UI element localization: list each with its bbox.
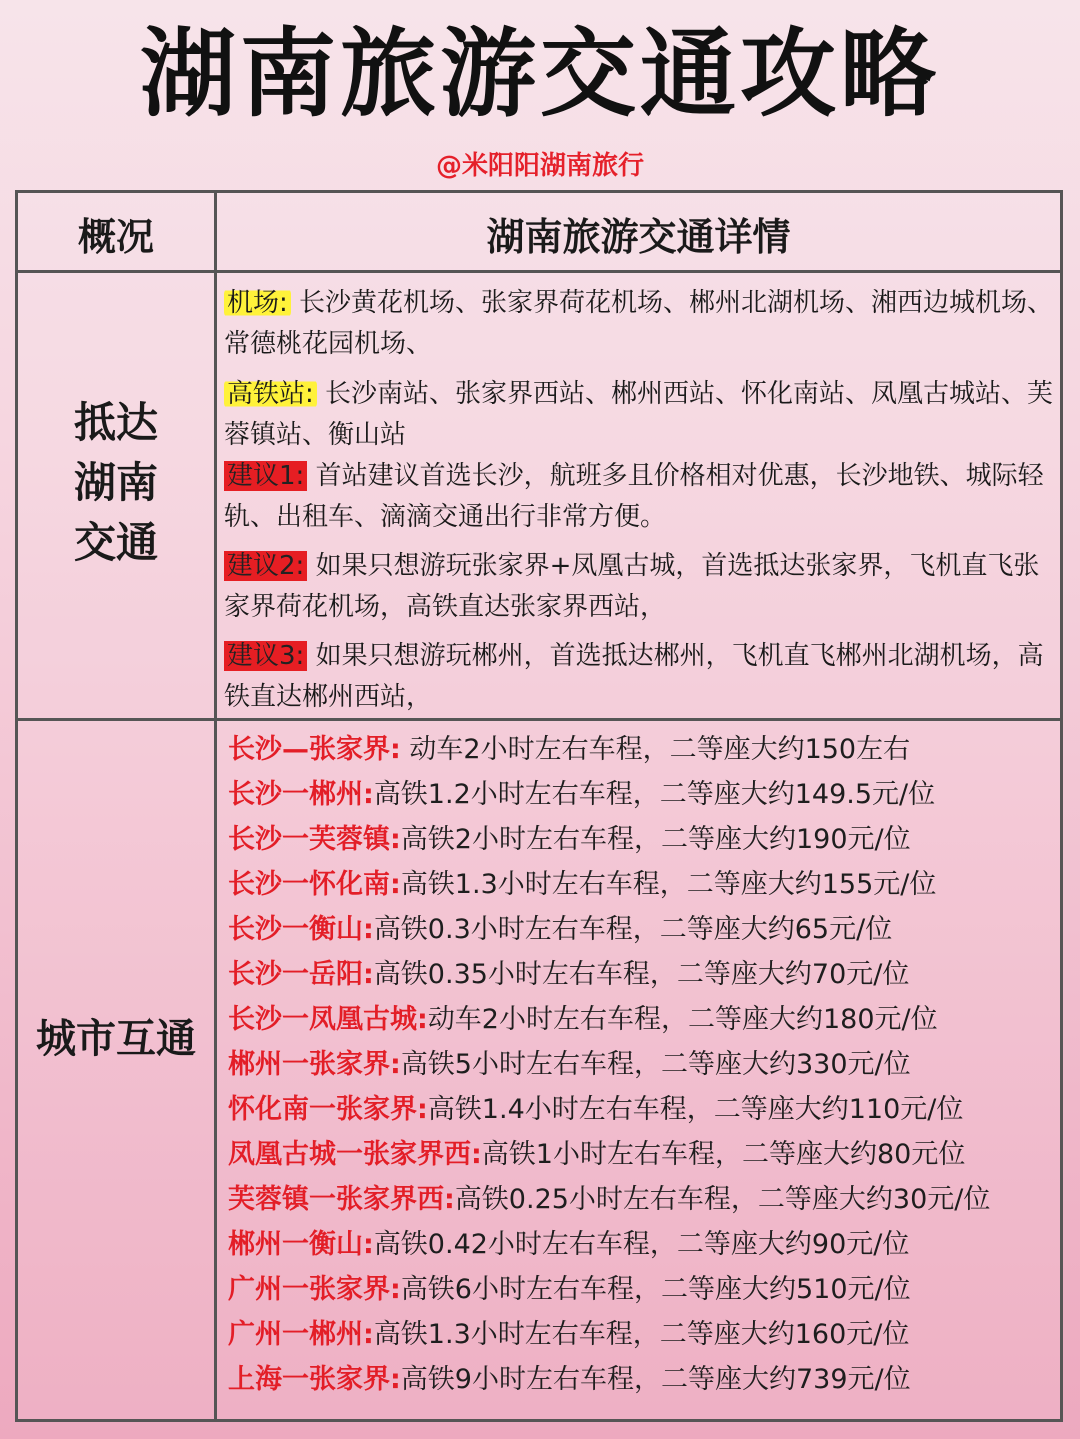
route-detail: 高铁2小时左右车程，二等座大约190元/位 — [400, 824, 911, 855]
row-divider — [18, 718, 1060, 721]
route-detail: 动车2小时左右车程，二等座大约150左右 — [400, 734, 911, 765]
route-detail: 高铁6小时左右车程，二等座大约510元/位 — [400, 1274, 911, 1305]
tip-label: 建议2: — [224, 551, 307, 581]
route-name: 上海一张家界: — [228, 1364, 401, 1395]
tip-paragraph — [224, 456, 1060, 538]
route-detail: 高铁1小时左右车程，二等座大约80元位 — [481, 1139, 966, 1170]
route-item — [228, 1042, 1064, 1087]
page-title: 湖南旅游交通攻略 — [140, 18, 940, 130]
route-detail: 动车2小时左右车程，二等座大约180元/位 — [427, 1004, 938, 1035]
route-detail: 高铁0.35小时左右车程，二等座大约70元/位 — [373, 959, 910, 990]
airport-text: 长沙黄花机场、张家界荷花机场、郴州北湖机场、湘西边城机场、常德桃花园机场、 — [224, 288, 1054, 359]
route-name: 凤凰古城一张家界西: — [228, 1139, 482, 1170]
route-name: 芙蓉镇一张家界西: — [228, 1184, 455, 1215]
route-name: 长沙一岳阳: — [228, 959, 374, 990]
route-name: 郴州一张家界: — [228, 1049, 401, 1080]
route-item — [228, 817, 1064, 862]
route-detail: 高铁1.3小时左右车程，二等座大约160元/位 — [373, 1319, 910, 1350]
category-arrival-line: 交通 — [73, 518, 158, 567]
route-detail: 高铁1.3小时左右车程，二等座大约155元/位 — [400, 869, 937, 900]
route-detail: 高铁0.42小时左右车程，二等座大约90元/位 — [373, 1229, 910, 1260]
rail-paragraph — [224, 374, 1060, 456]
route-item — [228, 907, 1064, 952]
category-intercity: 城市互通 — [36, 1016, 196, 1062]
tip-text: 如果只想游玩张家界+凤凰古城，首选抵达张家界，飞机直飞张家界荷花机场，高铁直达张家界西站， — [224, 551, 1040, 622]
category-arrival-line: 抵达 — [73, 398, 158, 447]
route-item — [228, 772, 1064, 817]
tip-label: 建议3: — [224, 641, 307, 671]
route-detail: 高铁0.3小时左右车程，二等座大约65元/位 — [373, 914, 893, 945]
route-name: 长沙一怀化南: — [228, 869, 401, 900]
route-name: 长沙一郴州: — [228, 779, 374, 810]
route-detail: 高铁9小时左右车程，二等座大约739元/位 — [400, 1364, 911, 1395]
rail-label: 高铁站: — [224, 379, 317, 409]
arrival-details — [224, 283, 1060, 718]
route-list — [228, 727, 1064, 1402]
tip-text: 首站建议首选长沙，航班多且价格相对优惠，长沙地铁、城际轻轨、出租车、滴滴交通出行非常方便。 — [224, 461, 1044, 532]
route-item — [228, 862, 1064, 907]
route-item — [228, 727, 1064, 772]
airport-paragraph — [224, 283, 1060, 365]
route-item — [228, 1177, 1064, 1222]
category-arrival-line: 湖南 — [73, 458, 158, 507]
route-name: 长沙一凤凰古城: — [228, 1004, 428, 1035]
transport-table — [15, 190, 1063, 1422]
route-detail: 高铁5小时左右车程，二等座大约330元/位 — [400, 1049, 911, 1080]
header-overview: 概况 — [77, 214, 154, 259]
route-name: 怀化南一张家界: — [228, 1094, 428, 1125]
tip-text: 如果只想游玩郴州，首选抵达郴州，飞机直飞郴州北湖机场，高铁直达郴州西站， — [224, 641, 1044, 712]
airport-label: 机场: — [224, 288, 291, 318]
route-detail: 高铁1.2小时左右车程，二等座大约149.5元/位 — [373, 779, 936, 810]
route-item — [228, 1267, 1064, 1312]
route-item — [228, 1312, 1064, 1357]
route-item — [228, 1087, 1064, 1132]
column-divider — [214, 193, 217, 1419]
category-arrival — [18, 393, 214, 573]
route-item — [228, 1357, 1064, 1402]
route-item — [228, 997, 1064, 1042]
route-name: 广州一郴州: — [228, 1319, 374, 1350]
route-name: 广州一张家界: — [228, 1274, 401, 1305]
header-details: 湖南旅游交通详情 — [486, 214, 791, 259]
route-item — [228, 952, 1064, 997]
route-name: 长沙一衡山: — [228, 914, 374, 945]
route-detail: 高铁1.4小时左右车程，二等座大约110元/位 — [427, 1094, 964, 1125]
tip-paragraph — [224, 636, 1060, 718]
tip-label: 建议1: — [224, 461, 307, 491]
route-name: 长沙一芙蓉镇: — [228, 824, 401, 855]
route-name: 长沙—张家界: — [228, 734, 401, 765]
route-detail: 高铁0.25小时左右车程，二等座大约30元/位 — [454, 1184, 991, 1215]
route-item — [228, 1222, 1064, 1267]
author-handle: @米阳阳湖南旅行 — [435, 151, 644, 181]
route-item — [228, 1132, 1064, 1177]
route-name: 郴州一衡山: — [228, 1229, 374, 1260]
tip-paragraph — [224, 546, 1060, 628]
rail-text: 长沙南站、张家界西站、郴州西站、怀化南站、凤凰古城站、芙蓉镇站、衡山站 — [224, 379, 1054, 450]
